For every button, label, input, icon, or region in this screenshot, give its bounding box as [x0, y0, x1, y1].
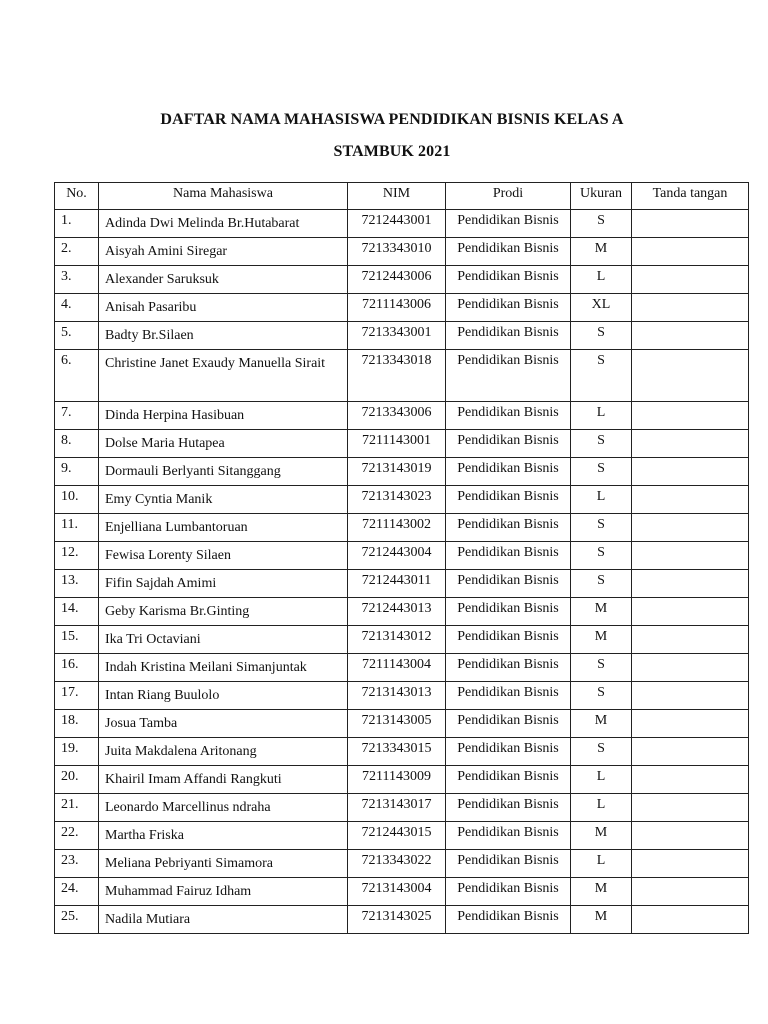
shirt-size: S — [571, 569, 632, 597]
signature-cell — [632, 765, 749, 793]
table-row — [55, 321, 749, 349]
student-name: Indah Kristina Meilani Simanjuntak — [99, 653, 348, 681]
student-nim: 7213143025 — [348, 905, 446, 933]
shirt-size: S — [571, 209, 632, 237]
signature-cell — [632, 849, 749, 877]
row-number: 24. — [55, 877, 99, 905]
table-header-row — [55, 183, 749, 210]
student-table — [54, 182, 749, 934]
student-name: Dolse Maria Hutapea — [99, 429, 348, 457]
student-nim: 7213143013 — [348, 681, 446, 709]
shirt-size: M — [571, 237, 632, 265]
table-row — [55, 265, 749, 293]
signature-cell — [632, 737, 749, 765]
signature-cell — [632, 349, 749, 401]
row-number: 21. — [55, 793, 99, 821]
study-program: Pendidikan Bisnis — [446, 513, 571, 541]
student-name: Leonardo Marcellinus ndraha — [99, 793, 348, 821]
shirt-size: S — [571, 457, 632, 485]
shirt-size: S — [571, 349, 632, 401]
study-program: Pendidikan Bisnis — [446, 681, 571, 709]
table-row — [55, 597, 749, 625]
student-nim: 7211143009 — [348, 765, 446, 793]
signature-cell — [632, 541, 749, 569]
student-name: Alexander Saruksuk — [99, 265, 348, 293]
student-nim: 7211143002 — [348, 513, 446, 541]
student-nim: 7213343001 — [348, 321, 446, 349]
table-row — [55, 709, 749, 737]
row-number: 18. — [55, 709, 99, 737]
shirt-size: S — [571, 513, 632, 541]
student-nim: 7212443011 — [348, 569, 446, 597]
study-program: Pendidikan Bisnis — [446, 625, 571, 653]
student-nim: 7213143012 — [348, 625, 446, 653]
student-name: Nadila Mutiara — [99, 905, 348, 933]
column-header-no: No. — [55, 183, 99, 210]
student-name: Christine Janet Exaudy Manuella Sirait — [99, 349, 348, 401]
table-row — [55, 737, 749, 765]
table-row — [55, 569, 749, 597]
student-name: Meliana Pebriyanti Simamora — [99, 849, 348, 877]
student-name: Juita Makdalena Aritonang — [99, 737, 348, 765]
signature-cell — [632, 293, 749, 321]
signature-cell — [632, 513, 749, 541]
shirt-size: M — [571, 877, 632, 905]
shirt-size: M — [571, 597, 632, 625]
signature-cell — [632, 681, 749, 709]
column-header-name: Nama Mahasiswa — [99, 183, 348, 210]
shirt-size: M — [571, 625, 632, 653]
row-number: 7. — [55, 401, 99, 429]
student-name: Dinda Herpina Hasibuan — [99, 401, 348, 429]
study-program: Pendidikan Bisnis — [446, 849, 571, 877]
study-program: Pendidikan Bisnis — [446, 401, 571, 429]
signature-cell — [632, 429, 749, 457]
shirt-size: M — [571, 905, 632, 933]
study-program: Pendidikan Bisnis — [446, 569, 571, 597]
row-number: 3. — [55, 265, 99, 293]
row-number: 15. — [55, 625, 99, 653]
student-nim: 7212443015 — [348, 821, 446, 849]
signature-cell — [632, 569, 749, 597]
student-name: Fewisa Lorenty Silaen — [99, 541, 348, 569]
student-name: Martha Friska — [99, 821, 348, 849]
signature-cell — [632, 485, 749, 513]
student-nim: 7213343018 — [348, 349, 446, 401]
column-header-size: Ukuran — [571, 183, 632, 210]
table-row — [55, 905, 749, 933]
table-row — [55, 513, 749, 541]
row-number: 2. — [55, 237, 99, 265]
row-number: 17. — [55, 681, 99, 709]
table-row — [55, 237, 749, 265]
study-program: Pendidikan Bisnis — [446, 709, 571, 737]
student-name: Adinda Dwi Melinda Br.Hutabarat — [99, 209, 348, 237]
document-title: DAFTAR NAMA MAHASISWA PENDIDIKAN BISNIS KELAS A — [160, 111, 624, 128]
shirt-size: S — [571, 653, 632, 681]
student-nim: 7211143004 — [348, 653, 446, 681]
study-program: Pendidikan Bisnis — [446, 877, 571, 905]
shirt-size: S — [571, 737, 632, 765]
table-row — [55, 209, 749, 237]
table-row — [55, 849, 749, 877]
student-nim: 7211143001 — [348, 429, 446, 457]
signature-cell — [632, 209, 749, 237]
row-number: 8. — [55, 429, 99, 457]
student-nim: 7213343015 — [348, 737, 446, 765]
student-name: Fifin Sajdah Amimi — [99, 569, 348, 597]
column-header-nim: NIM — [348, 183, 446, 210]
student-nim: 7213343010 — [348, 237, 446, 265]
student-nim: 7212443004 — [348, 541, 446, 569]
study-program: Pendidikan Bisnis — [446, 209, 571, 237]
row-number: 12. — [55, 541, 99, 569]
row-number: 4. — [55, 293, 99, 321]
table-row — [55, 349, 749, 401]
study-program: Pendidikan Bisnis — [446, 429, 571, 457]
study-program: Pendidikan Bisnis — [446, 237, 571, 265]
row-number: 13. — [55, 569, 99, 597]
table-row — [55, 541, 749, 569]
table-row — [55, 429, 749, 457]
row-number: 16. — [55, 653, 99, 681]
table-row — [55, 401, 749, 429]
student-name: Khairil Imam Affandi Rangkuti — [99, 765, 348, 793]
row-number: 9. — [55, 457, 99, 485]
row-number: 11. — [55, 513, 99, 541]
study-program: Pendidikan Bisnis — [446, 321, 571, 349]
study-program: Pendidikan Bisnis — [446, 349, 571, 401]
study-program: Pendidikan Bisnis — [446, 485, 571, 513]
table-row — [55, 653, 749, 681]
student-nim: 7212443001 — [348, 209, 446, 237]
column-header-signature: Tanda tangan — [632, 183, 749, 210]
shirt-size: L — [571, 485, 632, 513]
row-number: 1. — [55, 209, 99, 237]
student-name: Badty Br.Silaen — [99, 321, 348, 349]
row-number: 20. — [55, 765, 99, 793]
table-row — [55, 293, 749, 321]
student-name: Josua Tamba — [99, 709, 348, 737]
shirt-size: S — [571, 429, 632, 457]
student-name: Anisah Pasaribu — [99, 293, 348, 321]
study-program: Pendidikan Bisnis — [446, 653, 571, 681]
shirt-size: XL — [571, 293, 632, 321]
row-number: 22. — [55, 821, 99, 849]
signature-cell — [632, 877, 749, 905]
student-nim: 7213143023 — [348, 485, 446, 513]
signature-cell — [632, 821, 749, 849]
row-number: 10. — [55, 485, 99, 513]
study-program: Pendidikan Bisnis — [446, 541, 571, 569]
table-row — [55, 765, 749, 793]
signature-cell — [632, 625, 749, 653]
signature-cell — [632, 793, 749, 821]
student-name: Enjelliana Lumbantoruan — [99, 513, 348, 541]
student-nim: 7213143004 — [348, 877, 446, 905]
study-program: Pendidikan Bisnis — [446, 597, 571, 625]
study-program: Pendidikan Bisnis — [446, 737, 571, 765]
student-name: Dormauli Berlyanti Sitanggang — [99, 457, 348, 485]
study-program: Pendidikan Bisnis — [446, 265, 571, 293]
student-nim: 7213143017 — [348, 793, 446, 821]
table-body — [55, 209, 749, 933]
student-name: Intan Riang Buulolo — [99, 681, 348, 709]
student-nim: 7213143005 — [348, 709, 446, 737]
signature-cell — [632, 237, 749, 265]
shirt-size: L — [571, 265, 632, 293]
shirt-size: M — [571, 709, 632, 737]
shirt-size: S — [571, 541, 632, 569]
student-name: Geby Karisma Br.Ginting — [99, 597, 348, 625]
signature-cell — [632, 321, 749, 349]
shirt-size: L — [571, 765, 632, 793]
student-name: Aisyah Amini Siregar — [99, 237, 348, 265]
row-number: 6. — [55, 349, 99, 401]
table-row — [55, 457, 749, 485]
signature-cell — [632, 905, 749, 933]
student-nim: 7213343006 — [348, 401, 446, 429]
row-number: 23. — [55, 849, 99, 877]
study-program: Pendidikan Bisnis — [446, 905, 571, 933]
signature-cell — [632, 597, 749, 625]
shirt-size: S — [571, 321, 632, 349]
student-nim: 7212443013 — [348, 597, 446, 625]
row-number: 5. — [55, 321, 99, 349]
student-name: Emy Cyntia Manik — [99, 485, 348, 513]
row-number: 19. — [55, 737, 99, 765]
student-name: Ika Tri Octaviani — [99, 625, 348, 653]
shirt-size: L — [571, 793, 632, 821]
table-row — [55, 793, 749, 821]
row-number: 14. — [55, 597, 99, 625]
table-row — [55, 625, 749, 653]
table-row — [55, 681, 749, 709]
study-program: Pendidikan Bisnis — [446, 821, 571, 849]
study-program: Pendidikan Bisnis — [446, 793, 571, 821]
shirt-size: L — [571, 849, 632, 877]
shirt-size: L — [571, 401, 632, 429]
table-row — [55, 485, 749, 513]
student-nim: 7212443006 — [348, 265, 446, 293]
study-program: Pendidikan Bisnis — [446, 293, 571, 321]
row-number: 25. — [55, 905, 99, 933]
student-nim: 7213343022 — [348, 849, 446, 877]
student-nim: 7211143006 — [348, 293, 446, 321]
document-subtitle: STAMBUK 2021 — [333, 143, 451, 160]
signature-cell — [632, 401, 749, 429]
table-row — [55, 877, 749, 905]
signature-cell — [632, 265, 749, 293]
signature-cell — [632, 457, 749, 485]
shirt-size: S — [571, 681, 632, 709]
study-program: Pendidikan Bisnis — [446, 457, 571, 485]
shirt-size: M — [571, 821, 632, 849]
signature-cell — [632, 653, 749, 681]
table-row — [55, 821, 749, 849]
signature-cell — [632, 709, 749, 737]
student-name: Muhammad Fairuz Idham — [99, 877, 348, 905]
student-nim: 7213143019 — [348, 457, 446, 485]
column-header-prodi: Prodi — [446, 183, 571, 210]
study-program: Pendidikan Bisnis — [446, 765, 571, 793]
